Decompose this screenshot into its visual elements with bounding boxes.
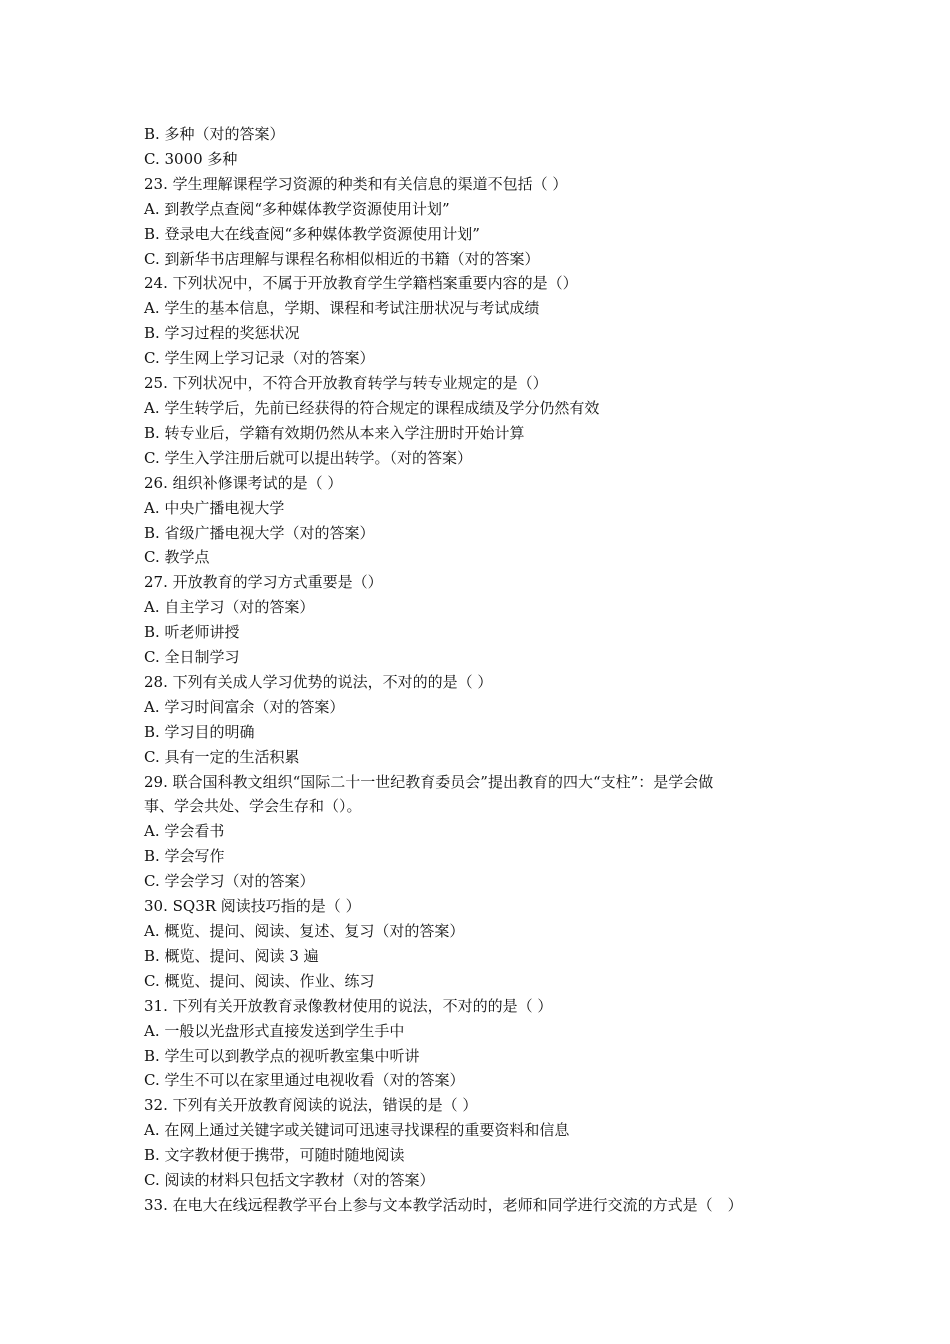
option-b: B. 多种（对的答案） xyxy=(144,125,285,143)
question-27: 27. 开放教育的学习方式重要是（） xyxy=(144,573,383,592)
option-c: C. 学会学习（对的答案） xyxy=(144,872,315,891)
option-a: A. 学会看书 xyxy=(144,822,225,841)
option-a: A. 一般以光盘形式直接发送到学生手中 xyxy=(144,1021,405,1040)
option-c: C. 教学点 xyxy=(144,548,210,567)
option-a: A. 自主学习（对的答案） xyxy=(144,598,315,617)
option-c: C. 学生网上学习记录（对的答案） xyxy=(144,349,375,368)
option-a: A. 在网上通过关键字或关键词可迅速寻找课程的重要资料和信息 xyxy=(144,1121,570,1140)
question-29: 29. 联合国科教文组织“国际二十一世纪教育委员会”提出教育的四大“支柱”：是学会做 xyxy=(144,772,714,791)
option-a: A. 到教学点查阅“多种媒体教学资源使用计划” xyxy=(144,199,450,218)
option-c: C. 学生入学注册后就可以提出转学。（对的答案） xyxy=(144,448,472,467)
option-b: B. 听老师讲授 xyxy=(144,623,240,642)
option-c: C. 概览、提问、阅读、作业、练习 xyxy=(144,971,375,990)
option-b: B. 学会写作 xyxy=(144,847,225,866)
option-c: C. 学生不可以在家里通过电视收看（对的答案） xyxy=(144,1071,465,1090)
question-33: 33. 在电大在线远程教学平台上参与文本教学活动时，老师和同学进行交流的方式是（ ） xyxy=(144,1195,743,1214)
option-a: A. 中央广播电视大学 xyxy=(144,498,285,517)
option-b: B. 文字教材便于携带，可随时随地阅读 xyxy=(144,1146,405,1165)
option-c: C. 阅读的材料只包括文字教材（对的答案） xyxy=(144,1171,435,1190)
option-c: C. 3000 多种 xyxy=(144,149,238,168)
option-b: B. 省级广播电视大学（对的答案） xyxy=(144,523,375,542)
option-b: B. 概览、提问、阅读 3 遍 xyxy=(144,946,319,965)
question-31: 31. 下列有关开放教育录像教材使用的说法，不对的的是（ ） xyxy=(144,996,553,1015)
question-24: 24. 下列状况中，不属于开放教育学生学籍档案重要内容的是（） xyxy=(144,274,578,293)
question-28: 28. 下列有关成人学习优势的说法，不对的的是（ ） xyxy=(144,672,493,691)
option-c: C. 具有一定的生活积累 xyxy=(144,747,300,766)
option-a: A. 学习时间富余（对的答案） xyxy=(144,697,345,716)
option-b: B. 学习目的明确 xyxy=(144,722,255,741)
question-30: 30. SQ3R 阅读技巧指的是（ ） xyxy=(144,897,361,916)
option-b: B. 登录电大在线查阅“多种媒体教学资源使用计划” xyxy=(144,224,480,243)
option-c: C. 全日制学习 xyxy=(144,648,240,667)
option-b: B. 学习过程的奖惩状况 xyxy=(144,324,300,343)
question-25: 25. 下列状况中，不符合开放教育转学与转专业规定的是（） xyxy=(144,374,548,393)
question-32: 32. 下列有关开放教育阅读的说法，错误的是（ ） xyxy=(144,1096,478,1115)
option-b: B. 转专业后，学籍有效期仍然从本来入学注册时开始计算 xyxy=(144,423,525,442)
document-page xyxy=(144,122,824,1218)
option-a: A. 概览、提问、阅读、复述、复习（对的答案） xyxy=(144,922,465,940)
question-23: 23. 学生理解课程学习资源的种类和有关信息的渠道不包括（ ） xyxy=(144,174,568,193)
option-a: A. 学生的基本信息，学期、课程和考试注册状况与考试成绩 xyxy=(144,299,540,318)
option-a: A. 学生转学后，先前已经获得的符合规定的课程成绩及学分仍然有效 xyxy=(144,398,600,417)
question-26: 26. 组织补修课考试的是（ ） xyxy=(144,473,343,492)
option-b: B. 学生可以到教学点的视听教室集中听讲 xyxy=(144,1046,420,1065)
question-29-continued: 事、学会共处、学会生存和（）。 xyxy=(144,797,362,816)
option-c: C. 到新华书店理解与课程名称相似相近的书籍（对的答案） xyxy=(144,249,540,268)
